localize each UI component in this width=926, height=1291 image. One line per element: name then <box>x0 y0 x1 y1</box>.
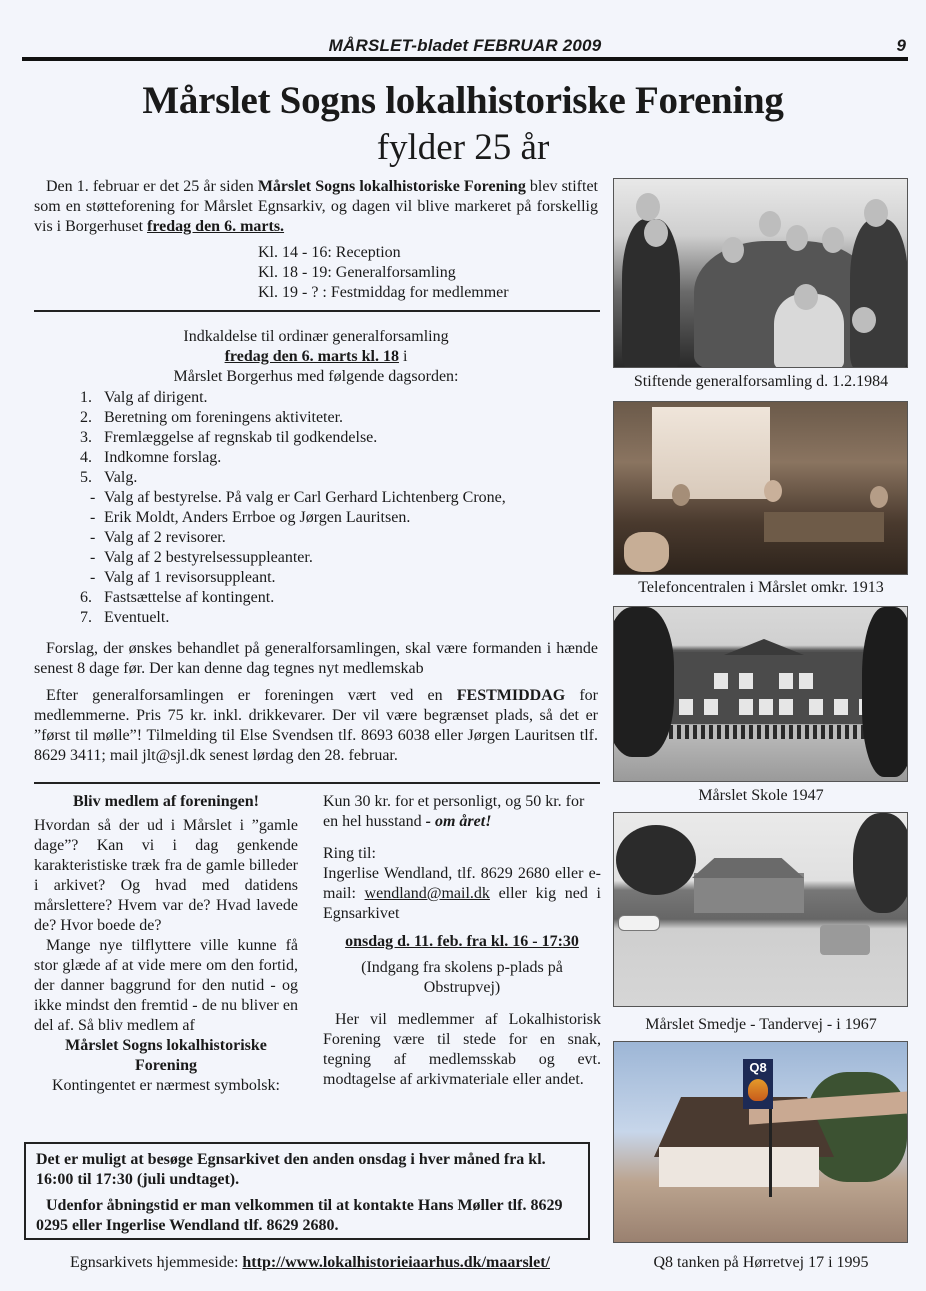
dinner-emphasis: FESTMIDDAG <box>456 687 566 704</box>
proposals-paragraph: Forslag, der ønskes behandlet på generalforsamlingen, skal være formanden i hænde senest 8 dage før. Der kan denne dag tegnes nyt medlemskab <box>34 640 598 677</box>
contact-column <box>323 792 601 1090</box>
intro-text-after: blev stiftet som en støtteforening for Mårslet Egnsarkiv, og dagen vil blive markeret på forskellig vis i Borgerhuset <box>34 178 599 235</box>
price-text <box>323 792 601 832</box>
schedule-item: Kl. 18 - 19: Generalforsamling <box>258 264 456 281</box>
price-label: Kun 30 kr. for et personligt, og 50 kr. for en hel husstand <box>323 793 585 830</box>
notice-line: Indkaldelse til ordinær generalforsamling <box>183 328 449 345</box>
opening-hours-box <box>24 1142 590 1240</box>
section-divider <box>34 782 600 784</box>
agenda-text: Indkomne forslag. <box>104 449 222 466</box>
agenda-text: Fastsættelse af kontingent. <box>104 589 275 606</box>
open-house-date: onsdag d. 11. feb. fra kl. 16 - 17:30 <box>345 933 579 950</box>
photo-caption: Mårslet Smedje - Tandervej - i 1967 <box>645 1016 877 1033</box>
members-paragraph: Her vil medlemmer af Lokalhistorisk Forening være til stede for en snak, tegning af medlemsskab og evt. modtagelse af arkivmateriale eller andet. <box>323 1011 601 1088</box>
ring-label: Ring til: <box>323 845 376 862</box>
notice-suffix: i <box>398 348 408 365</box>
ring-paragraph <box>323 864 601 924</box>
agenda-subitem-text: Valg af 1 revisorsuppleant. <box>104 569 276 586</box>
q8-sign-text: Q8 <box>749 1060 767 1075</box>
agenda-item <box>80 468 506 488</box>
agenda-text: Fremlæggelse af regnskab til godkendelse. <box>104 429 378 446</box>
agenda-subitem-text: Valg af bestyrelse. På valg er Carl Gerhard Lichtenberg Crone, <box>104 489 506 506</box>
agenda-item <box>80 608 506 628</box>
event-schedule <box>258 243 509 303</box>
schedule-item: Kl. 19 - ? : Festmiddag for medlemmer <box>258 284 509 301</box>
agenda-number: 3. <box>80 429 92 446</box>
page-number: 9 <box>896 36 906 55</box>
opening-hours-text: Det er muligt at besøge Egnsarkivet den anden onsdag i hver måned fra kl. 16:00 til 17:30 (juli undtaget). <box>36 1151 546 1188</box>
website-label: Egnsarkivets hjemmeside: <box>70 1254 243 1271</box>
notice-line: Mårslet Borgerhus med følgende dagsorden: <box>173 368 459 385</box>
ring-text: Ingerlise Wendland, tlf. 8629 2680 eller e-mail: <box>323 865 601 902</box>
q8-logo-icon <box>748 1079 768 1101</box>
agenda-text: Eventuelt. <box>104 609 170 626</box>
membership-heading: Bliv medlem af foreningen! <box>73 793 259 810</box>
agenda-subitem: - Valg af bestyrelse. På valg er Carl Gerhard Lichtenberg Crone, <box>90 489 506 506</box>
entrance-note: (Indgang fra skolens p-plads på Obstrupvej) <box>361 959 563 996</box>
agenda-number: 6. <box>80 589 92 606</box>
agenda-subitem: - Erik Moldt, Anders Errboe og Jørgen Lauritsen. <box>90 509 411 526</box>
agenda-number: 2. <box>80 409 92 426</box>
agenda-number: 7. <box>80 609 92 626</box>
agenda-text: Valg af dirigent. <box>104 389 208 406</box>
membership-paragraph: Hvordan så der ud i Mårslet i ”gamle dage”? Kan vi i dag genkende karakteristiske træk fra de gamle billeder i arkivet? Og hvad med datidens mårslettere? Hvem var de? Hvad lavede de? Hvor boede de? <box>34 817 298 934</box>
agenda-subitem-text: Erik Moldt, Anders Errboe og Jørgen Lauritsen. <box>104 509 411 526</box>
agenda-number: 5. <box>80 469 92 486</box>
website-link[interactable]: http://www.lokalhistorieiaarhus.dk/maarslet/ <box>242 1254 550 1271</box>
intro-text: Den 1. februar er det 25 år siden <box>46 178 258 195</box>
masthead-divider <box>22 57 908 61</box>
q8-sign <box>743 1059 773 1109</box>
membership-column <box>34 792 298 1096</box>
agenda-number: 1. <box>80 389 92 406</box>
photo-telephone-exchange <box>613 401 908 575</box>
article-headline: Mårslet Sogns lokalhistoriske Forening <box>142 79 784 122</box>
agenda-item <box>80 408 506 428</box>
publication-title: MÅRSLET-bladet FEBRUAR 2009 <box>328 36 602 55</box>
photo-caption: Telefoncentralen i Mårslet omkr. 1913 <box>638 579 884 596</box>
agenda-item <box>80 388 506 408</box>
contact-info-text: Udenfor åbningstid er man velkommen til at kontakte Hans Møller tlf. 8629 0295 eller Ingerlise Wendland tlf. 8629 2680. <box>36 1197 563 1234</box>
photo-smithy <box>613 812 908 1007</box>
agenda-number: 4. <box>80 449 92 466</box>
membership-org-name: Mårslet Sogns lokalhistoriske Forening <box>65 1037 267 1074</box>
photo-caption: Q8 tanken på Hørretvej 17 i 1995 <box>653 1254 869 1271</box>
photo-founding-meeting <box>613 178 908 368</box>
dinner-text: Efter generalforsamlingen er foreningen vært ved en <box>46 687 457 704</box>
section-divider <box>34 310 600 312</box>
dinner-paragraph <box>34 686 598 766</box>
membership-paragraph: Mange nye tilflyttere ville kunne få stor glæde af at vide mere om den fortid, der danner baggrund for den nutid - og ikke mindst den fremtid - de nu bliver en del af. Så bliv medlem af <box>34 937 298 1034</box>
meeting-notice <box>34 327 598 387</box>
schedule-item: Kl. 14 - 16: Reception <box>258 244 401 261</box>
agenda-subitem: - Valg af 2 bestyrelsessuppleanter. <box>90 549 313 566</box>
ring-text-after: eller kig ned i Egnsarkivet <box>323 885 601 922</box>
notice-date: fredag den 6. marts kl. 18 <box>224 348 399 365</box>
photo-q8-station <box>613 1041 908 1243</box>
agenda-text: Beretning om foreningens aktiviteter. <box>104 409 344 426</box>
email-link[interactable]: wendland@mail.dk <box>364 885 490 902</box>
agenda-subitem-text: Valg af 2 revisorer. <box>104 529 226 546</box>
agenda-subitem-text: Valg af 2 bestyrelsessuppleanter. <box>104 549 313 566</box>
article-subheadline: fylder 25 år <box>376 127 550 168</box>
agenda-subitem: - Valg af 1 revisorsuppleant. <box>90 569 276 586</box>
photo-caption: Stiftende generalforsamling d. 1.2.1984 <box>633 373 889 390</box>
agenda-text: Valg. <box>104 469 138 486</box>
photo-caption: Mårslet Skole 1947 <box>698 787 824 804</box>
price-emphasis: - om året! <box>425 813 492 830</box>
agenda-item <box>80 448 506 468</box>
agenda-item <box>80 588 506 608</box>
photo-school <box>613 606 908 782</box>
agenda-list <box>80 388 506 628</box>
intro-paragraph <box>34 177 598 237</box>
agenda-subitem: - Valg af 2 revisorer. <box>90 529 226 546</box>
dinner-text-after: for medlemmerne. Pris 75 kr. inkl. drikkevarer. Der vil være begrænset plads, så det er ”først til mølle”! Tilmelding til Else Svendsen tlf. 8693 6038 eller Jørgen Lauritsen tlf. 8629 3411; mail jlt@sjl.dk senest lørdag den 28. februar. <box>34 687 599 764</box>
membership-fee-note: Kontingentet er nærmest symbolsk: <box>52 1077 280 1094</box>
agenda-item <box>80 428 506 448</box>
intro-date: fredag den 6. marts. <box>147 218 285 235</box>
website-line <box>0 1254 620 1272</box>
intro-org-name: Mårslet Sogns lokalhistoriske Forening <box>257 178 526 195</box>
